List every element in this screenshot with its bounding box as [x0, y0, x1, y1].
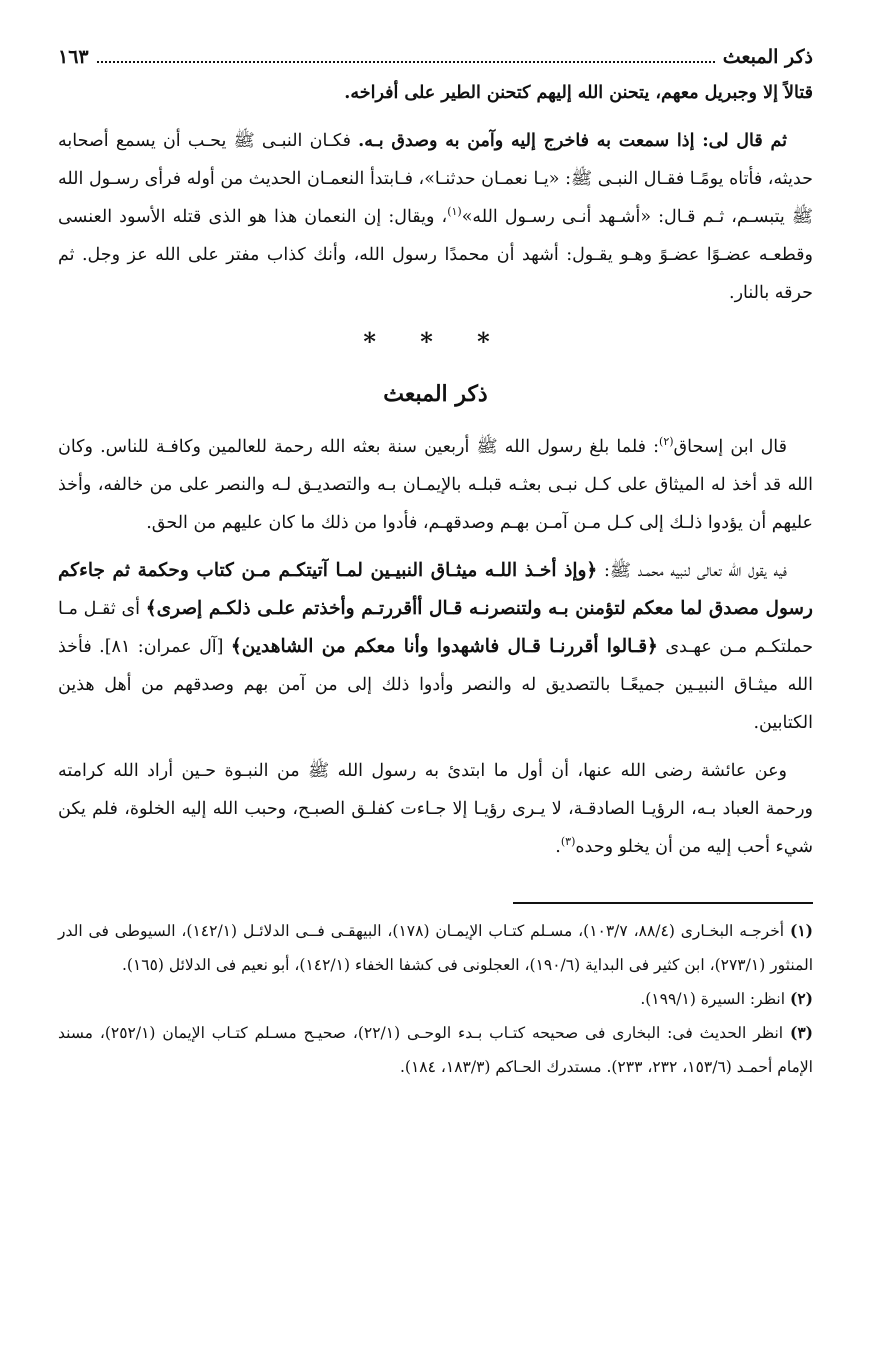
- paragraph-aisha: [58, 752, 813, 866]
- footnote-text: انظر الحديث فى: البخارى فى صحيحه كتـاب بـدء الوحـى (٢٢/١)، صحيـح مسـلم كتـاب الإيمان (٢٥٢/١)، مسند الإمام أحمـد (١٥٣/٦، ٢٣٢، ٢٣٣). مستدرك الحـاكم (١٨٣/٣، ١٨٤).: [58, 1024, 813, 1076]
- paragraph-text: فيه يقول الله تعالى لنبيه محمـد ﷺ:: [597, 561, 787, 581]
- paragraph-text-tail: : فلما بلغ رسول الله ﷺ أربعين سنة بعثه الله رحمة للعالمين وكافـة للناس. وكان الله قد أخذ له الميثاق على كـل نبـى بعثـه قبلـه بالإيمـان بـه والتصديـق لـه والنصر على من خالفه، وأخذ عليهم أن يؤدوا ذلـك إلى كـل مـن آمـن بهـم وصدقهـم، فأدوا من ذلك ما كان عليهم من الحق.: [58, 437, 813, 533]
- paragraph-numan: [58, 122, 813, 312]
- paragraph-text: قال ابن إسحاق: [673, 437, 788, 457]
- footnote-ref-1[interactable]: (١): [447, 205, 462, 219]
- footnote-1: [58, 914, 813, 982]
- quran-verse: ﴿وإذ أخـذ اللـه ميثـاق النبيـين لمـا آتيتكـم مـن كتاب وحكمة ثم جاءكم رسول مصدق لما معكم لتؤمنن بـه ولتنصرنـه قـال أأقررتـم وأخذتم علـى ذلكـم إصرى﴾: [58, 560, 813, 619]
- paragraph-text: أى ثقـل مـا حملتكـم مـن عهـدى: [58, 599, 814, 657]
- footnote-3: [58, 1016, 813, 1084]
- page-number: ١٦٣: [58, 46, 89, 68]
- footnote-number: (٢): [789, 989, 813, 1008]
- footnote-text: أخرجـه البخـارى (٨٨/٤، ١٠٣/٧)، مسـلم كتـاب الإيمـان (١٧٨)، البيهقـى فــى الدلائـل (١٤٢/١)، السيوطى فى الدر المنثور (٢٧٣/١)، ابن كثير فى البداية (١٩٠/٦)، العجلونى فى كشفا الخفاء (١٤٢/١)، أبو نعيم فى الدلائل (١٦٥).: [58, 922, 813, 974]
- section-separator: * * *: [363, 327, 508, 356]
- footnote-text: انظر: السيرة (١٩٩/١).: [640, 990, 790, 1008]
- paragraph-text: فكـان النبـى ﷺ يحـب أن يسمع أصحابه حديثه، فأتاه يومًـا فقـال النبـى ﷺ: «يـا نعمـان حدثنـا»، فـابتدأ النعمـان الحديث من أوله فرأى رسـول الله ﷺ يتبسـم، ثـم قـال: «أشـهد أنـى رسـول الله»: [58, 131, 813, 227]
- quran-verse: ﴿قـالوا أقررنـا قـال فاشهدوا وأنا معكم من الشاهدين﴾: [230, 636, 658, 657]
- footnote-rule: [513, 902, 813, 904]
- paragraph-ibn-ishaq: [58, 428, 813, 542]
- paragraph-text-tail: .: [555, 837, 561, 857]
- paragraph-text: وعن عائشة رضى الله عنها، أن أول ما ابتدئ به رسول الله ﷺ من النبـوة حـين أراد الله كرامته ورحمة العباد بـه، الرؤيـا الصادقـة، لا يـرى رؤيـا إلا جـاءت كفلـق الصبـح، وحبب الله إليه الخلوة، فلم يكن شيء أحب إليه من أن يخلو وحده: [58, 761, 813, 857]
- footnote-number: (١): [790, 921, 814, 940]
- paragraph-text-tail: ، ويقال: إن النعمان هذا هو الذى قتله الأسود العنسى وقطعـه عضـوًا عضـوً وهـو يقـول: أشهد أن محمدًا رسول الله، وأنك كذاب مفتر على الله عز وجل. ثم حرقه بالنار.: [58, 207, 813, 303]
- paragraph-lead: ثم قال لى: إذا سمعت به فاخرج إليه وآمن به وصدق بـه.: [358, 131, 787, 151]
- section-heading: ذكر المبعث: [383, 381, 488, 407]
- paragraph-continuation: قتالاً إلا وجبريل معهم، يتحنن الله إليهم كتحنن الطير على أفراخه.: [344, 83, 813, 103]
- footnote-number: (٣): [789, 1023, 813, 1042]
- footnote-2: [58, 982, 813, 1016]
- paragraph-quran: [58, 552, 813, 742]
- running-title: ذكر المبعث: [722, 46, 813, 68]
- paragraph-text: [آل عمران: ٨١]. فأخذ الله ميثـاق النبيـين جميعًـا بالتصديق له والنصر وأدوا ذلك إلى من آمن بهم وصدقهم من أهل هذين الكتابين.: [58, 637, 813, 733]
- footnote-ref-3[interactable]: (٣): [560, 835, 576, 849]
- running-header: [58, 44, 813, 74]
- footnote-ref-2[interactable]: (٢): [659, 435, 674, 449]
- leader-dots: [97, 47, 715, 63]
